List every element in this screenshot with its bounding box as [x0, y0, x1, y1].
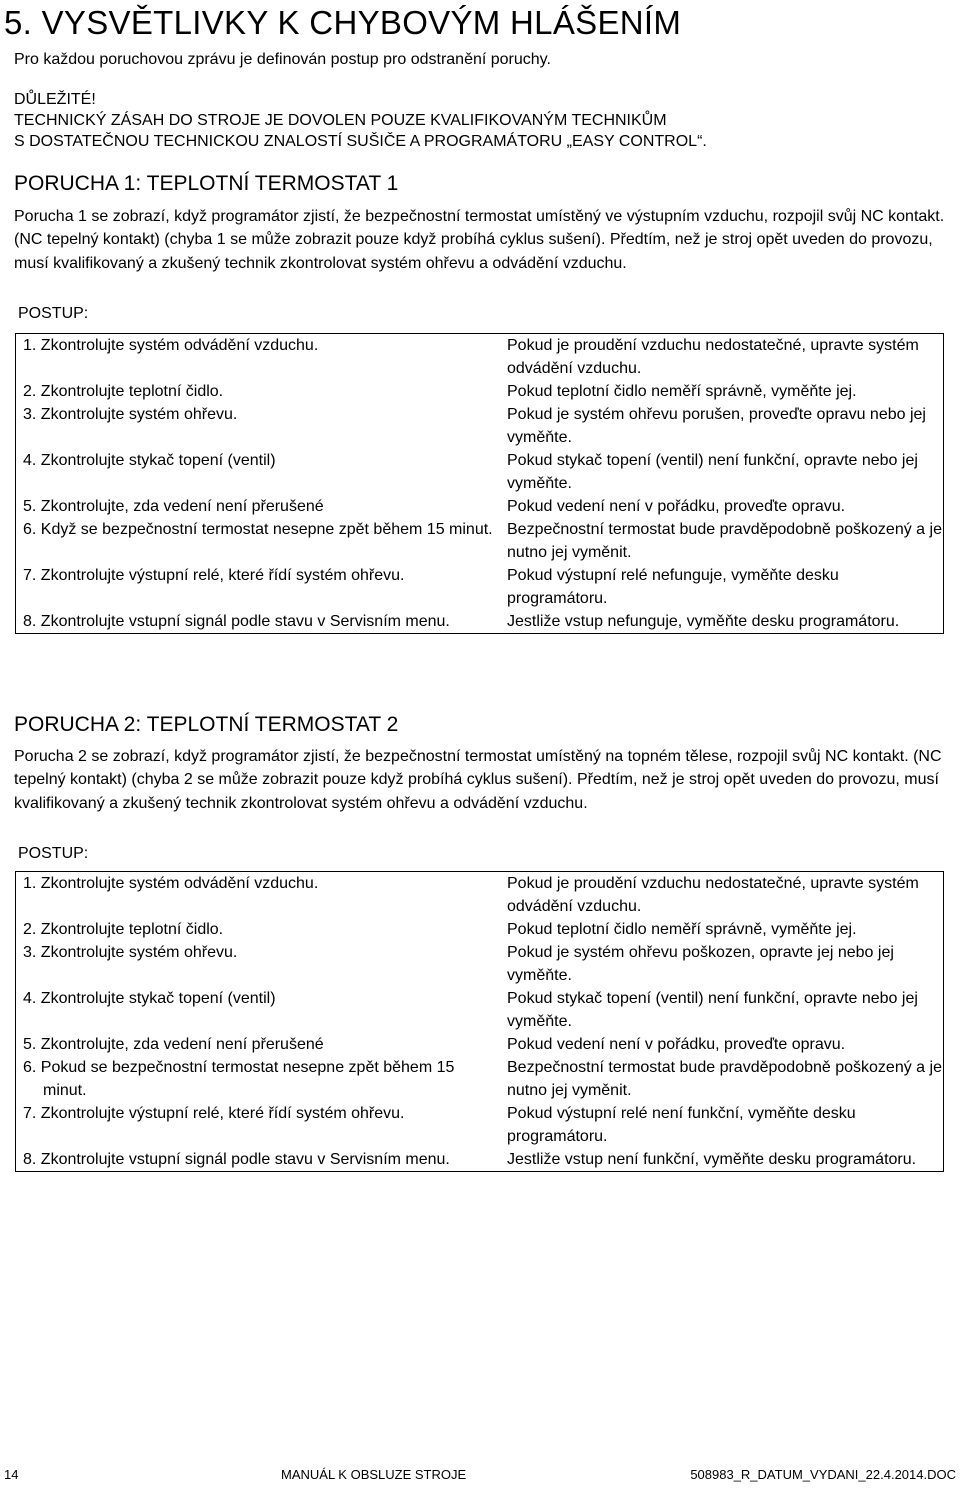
check-cell — [16, 987, 502, 1033]
action-cell — [501, 918, 944, 941]
check-text: 6. Pokud se bezpečnostní termostat nesepne zpět během 15 minut. — [23, 1059, 455, 1099]
check-cell — [16, 1148, 502, 1172]
check-text: 1. Zkontrolujte systém odvádění vzduchu. — [23, 337, 319, 354]
table-row — [16, 380, 944, 403]
table-row — [16, 518, 944, 564]
section-1-steps-table — [15, 333, 944, 634]
action-text: Bezpečnostní termostat bude pravděpodobně poškozený a je nutno jej vyměnit. — [507, 521, 942, 561]
check-cell — [16, 1102, 502, 1148]
action-cell — [501, 1056, 944, 1102]
section-1-steps-body — [16, 334, 944, 634]
check-text: 7. Zkontrolujte výstupní relé, které řídí systém ohřevu. — [23, 1105, 405, 1122]
check-cell — [16, 1033, 502, 1056]
check-cell — [16, 380, 502, 403]
table-row — [16, 1056, 944, 1102]
action-text: Pokud stykač topení (ventil) není funkční, opravte nebo jej vyměňte. — [507, 452, 918, 492]
check-text: 7. Zkontrolujte výstupní relé, které řídí systém ohřevu. — [23, 567, 405, 584]
check-text: 6. Když se bezpečnostní termostat nesepne zpět během 15 minut. — [23, 521, 493, 538]
action-text: Pokud výstupní relé není funkční, vyměňte desku programátoru. — [507, 1105, 856, 1145]
check-text: 5. Zkontrolujte, zda vedení není přerušené — [23, 1036, 324, 1053]
action-cell — [501, 1148, 944, 1172]
check-cell — [16, 449, 502, 495]
action-text: Pokud výstupní relé nefunguje, vyměňte desku programátoru. — [507, 567, 839, 607]
action-text: Pokud je proudění vzduchu nedostatečné, upravte systém odvádění vzduchu. — [507, 337, 919, 377]
check-cell — [16, 495, 502, 518]
action-cell — [501, 449, 944, 495]
table-row — [16, 872, 944, 919]
section-2-steps-table — [15, 871, 944, 1172]
section-2-postup-label: POSTUP: — [18, 845, 89, 862]
check-text: 1. Zkontrolujte systém odvádění vzduchu. — [23, 875, 319, 892]
table-row — [16, 495, 944, 518]
section-2-paragraph: Porucha 2 se zobrazí, když programátor zjistí, že bezpečnostní termostat umístěný na topném tělese, rozpojil svůj NC kontakt. (NC tepelný kontakt) (chyba 2 se může zobrazit pouze když probíhá cyklus sušení). Předtím, než je stroj opět uveden do provozu, musí kvalifikovaný a zkušený technik zkontrolovat systém ohřevu a odvádění vzduchu. — [14, 748, 942, 812]
important-line-1: TECHNICKÝ ZÁSAH DO STROJE JE DOVOLEN POUZE KVALIFIKOVANÝM TECHNIKŮM — [14, 112, 667, 129]
action-text: Bezpečnostní termostat bude pravděpodobně poškozený a je nutno jej vyměnit. — [507, 1059, 942, 1099]
table-row — [16, 564, 944, 610]
check-cell — [16, 518, 502, 564]
important-line-2: S DOSTATEČNOU TECHNICKOU ZNALOSTÍ SUŠIČE A PROGRAMÁTORU „EASY CONTROL“. — [14, 133, 707, 150]
action-cell — [501, 1033, 944, 1056]
action-text: Pokud teplotní čidlo neměří správně, vyměňte jej. — [507, 383, 857, 400]
table-row — [16, 918, 944, 941]
action-cell — [501, 987, 944, 1033]
section-1-postup-label: POSTUP: — [18, 305, 89, 322]
action-cell — [501, 564, 944, 610]
table-row — [16, 987, 944, 1033]
intro-text: Pro každou poruchovou zprávu je definován postup pro odstranění poruchy. — [14, 51, 551, 68]
footer-page-number: 14 — [4, 1467, 19, 1482]
action-cell — [501, 610, 944, 634]
action-text: Pokud vedení není v pořádku, proveďte opravu. — [507, 498, 846, 515]
table-row — [16, 610, 944, 634]
action-cell — [501, 941, 944, 987]
action-text: Pokud teplotní čidlo neměří správně, vyměňte jej. — [507, 921, 857, 938]
table-row — [16, 334, 944, 381]
check-cell — [16, 872, 502, 919]
action-cell — [501, 518, 944, 564]
action-cell — [501, 380, 944, 403]
check-text: 8. Zkontrolujte vstupní signál podle stavu v Servisním menu. — [23, 613, 450, 630]
check-text: 5. Zkontrolujte, zda vedení není přerušené — [23, 498, 324, 515]
check-cell — [16, 334, 502, 381]
check-text: 3. Zkontrolujte systém ohřevu. — [23, 406, 238, 423]
table-row — [16, 1033, 944, 1056]
check-cell — [16, 941, 502, 987]
action-text: Pokud je proudění vzduchu nedostatečné, upravte systém odvádění vzduchu. — [507, 875, 919, 915]
check-cell — [16, 403, 502, 449]
action-cell — [501, 872, 944, 919]
check-text: 8. Zkontrolujte vstupní signál podle stavu v Servisním menu. — [23, 1151, 450, 1168]
section-2-title: PORUCHA 2: TEPLOTNÍ TERMOSTAT 2 — [14, 713, 399, 736]
page-heading: 5. VYSVĚTLIVKY K CHYBOVÝM HLÁŠENÍM — [4, 4, 682, 41]
action-cell — [501, 334, 944, 381]
check-cell — [16, 610, 502, 634]
section-1-title: PORUCHA 1: TEPLOTNÍ TERMOSTAT 1 — [14, 172, 399, 195]
action-text: Pokud je systém ohřevu porušen, proveďte opravu nebo jej vyměňte. — [507, 406, 926, 446]
action-cell — [501, 495, 944, 518]
section-1-paragraph: Porucha 1 se zobrazí, když programátor zjistí, že bezpečnostní termostat umístěný ve výstupním vzduchu, rozpojil svůj NC kontakt. (NC tepelný kontakt) (chyba 1 se může zobrazit pouze když probíhá cyklus sušení). Předtím, než je stroj opět uveden do provozu, musí kvalifikovaný a zkušený technik zkontrolovat systém ohřevu a odvádění vzduchu. — [14, 208, 945, 272]
action-text: Jestliže vstup nefunguje, vyměňte desku programátoru. — [507, 613, 900, 630]
check-cell — [16, 564, 502, 610]
check-text: 3. Zkontrolujte systém ohřevu. — [23, 944, 238, 961]
check-cell — [16, 1056, 502, 1102]
check-text: 4. Zkontrolujte stykač topení (ventil) — [23, 452, 276, 469]
check-text: 4. Zkontrolujte stykač topení (ventil) — [23, 990, 276, 1007]
table-row — [16, 941, 944, 987]
action-text: Pokud stykač topení (ventil) není funkční, opravte nebo jej vyměňte. — [507, 990, 918, 1030]
important-notice — [14, 89, 707, 152]
action-text: Jestliže vstup není funkční, vyměňte desku programátoru. — [507, 1151, 917, 1168]
action-text: Pokud je systém ohřevu poškozen, opravte jej nebo jej vyměňte. — [507, 944, 894, 984]
footer-doc-id: 508983_R_DATUM_VYDANI_22.4.2014.DOC — [690, 1467, 956, 1482]
check-text: 2. Zkontrolujte teplotní čidlo. — [23, 383, 224, 400]
table-row — [16, 449, 944, 495]
section-2-steps-body — [16, 872, 944, 1172]
check-cell — [16, 918, 502, 941]
action-cell — [501, 1102, 944, 1148]
table-row — [16, 403, 944, 449]
footer-manual-title: MANUÁL K OBSLUZE STROJE — [281, 1467, 467, 1482]
action-cell — [501, 403, 944, 449]
check-text: 2. Zkontrolujte teplotní čidlo. — [23, 921, 224, 938]
table-row — [16, 1102, 944, 1148]
action-text: Pokud vedení není v pořádku, proveďte opravu. — [507, 1036, 846, 1053]
table-row — [16, 1148, 944, 1172]
important-label: DŮLEŽITÉ! — [14, 91, 96, 108]
